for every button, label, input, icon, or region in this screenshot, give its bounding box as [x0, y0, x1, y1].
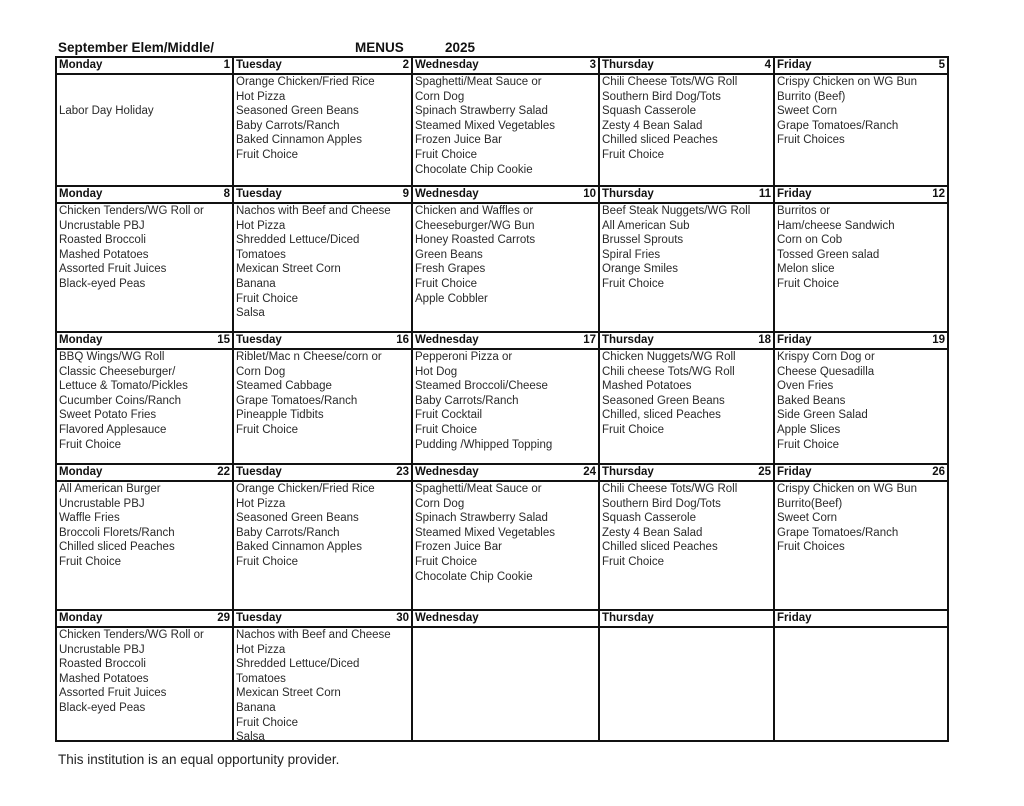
- menu-item: Chicken Nuggets/WG Roll: [602, 351, 736, 363]
- menu-item: Assorted Fruit Juices: [59, 263, 167, 276]
- menu-item: Fruit Choice: [415, 277, 477, 290]
- menu-item: Zesty 4 Bean Salad: [602, 119, 703, 132]
- menu-item: Burritos or: [777, 205, 831, 217]
- menu-item: Pudding /Whipped Topping: [415, 438, 553, 451]
- menu-item: Fruit Choice: [777, 277, 839, 290]
- day-name: Thursday: [602, 334, 654, 346]
- day-name: Wednesday: [415, 334, 479, 346]
- menu-item: Krispy Corn Dog or: [777, 351, 875, 363]
- menu-item: Baby Carrots/Ranch: [236, 526, 340, 539]
- day-date: 1: [223, 59, 230, 71]
- day-cell-wednesday: [411, 187, 598, 333]
- day-date: 11: [758, 188, 771, 200]
- menu-item: Cheese Quesadilla: [777, 365, 875, 378]
- menu-item: Fruit Choices: [777, 541, 845, 554]
- menu-item: Chocolate Chip Cookie: [415, 570, 533, 583]
- menu-item: Salsa: [236, 731, 265, 744]
- day-header: [234, 187, 411, 204]
- menu-item: Tossed Green salad: [777, 248, 880, 261]
- menu-item: Fruit Choice: [236, 423, 298, 436]
- menu-item-list: [600, 350, 773, 438]
- day-header: [775, 187, 947, 204]
- day-header: [600, 611, 773, 628]
- menu-item: Fruit Choice: [59, 438, 121, 451]
- menu-item: Shredded Lettuce/Diced: [236, 234, 360, 247]
- day-name: Monday: [59, 188, 103, 200]
- menu-item: Mexican Street Corn: [236, 687, 341, 700]
- menu-item: Labor Day Holiday: [59, 105, 154, 118]
- menu-item: Seasoned Green Beans: [236, 105, 359, 118]
- menu-item: Fruit Choice: [602, 148, 664, 161]
- day-date: 29: [217, 612, 230, 624]
- day-cell-monday: [57, 187, 232, 333]
- menu-item: Chilled sliced Peaches: [59, 541, 175, 554]
- day-header: [775, 333, 947, 350]
- menu-item: Orange Smiles: [602, 263, 679, 276]
- day-header: [234, 333, 411, 350]
- day-cell-tuesday: [232, 187, 411, 333]
- menu-item: Burrito(Beef): [777, 497, 843, 510]
- day-name: Tuesday: [236, 466, 282, 478]
- menu-item: Fruit Choice: [415, 423, 477, 436]
- day-name: Wednesday: [415, 188, 479, 200]
- menu-item-list: [600, 75, 773, 163]
- menu-item: Mashed Potatoes: [59, 248, 149, 261]
- menu-item: [59, 75, 230, 90]
- title-menus: MENUS: [355, 40, 404, 55]
- day-cell-thursday: [598, 58, 773, 187]
- day-header: [234, 611, 411, 628]
- menu-item: Fruit Choice: [59, 555, 121, 568]
- day-cell-thursday: [598, 611, 773, 740]
- week-row: [57, 609, 947, 744]
- menu-item: Corn Dog: [236, 365, 286, 378]
- menu-item: Lettuce & Tomato/Pickles: [59, 380, 188, 393]
- day-name: Thursday: [602, 466, 654, 478]
- menu-item: Chilled sliced Peaches: [602, 541, 718, 554]
- menu-item-list: [600, 482, 773, 570]
- day-cell-tuesday: [232, 333, 411, 465]
- menu-item: Corn on Cob: [777, 234, 843, 247]
- menu-item: Nachos with Beef and Cheese: [236, 629, 391, 641]
- week-row: [57, 185, 947, 333]
- menu-item: Spinach Strawberry Salad: [415, 105, 548, 118]
- menu-item-list: [57, 482, 232, 570]
- day-date: 24: [583, 466, 596, 478]
- menu-item-list: [234, 350, 411, 438]
- menu-item: Frozen Juice Bar: [415, 541, 502, 554]
- menu-item: Baked Beans: [777, 394, 846, 407]
- menu-item: [59, 90, 230, 105]
- menu-item: Roasted Broccoli: [59, 658, 146, 671]
- menu-item: Black-eyed Peas: [59, 701, 146, 714]
- menu-item: Grape Tomatoes/Ranch: [777, 526, 899, 539]
- menu-item: Corn Dog: [415, 90, 465, 103]
- day-header: [413, 611, 598, 628]
- title-school-level: September Elem/Middle/: [58, 40, 215, 55]
- menu-item: All American Sub: [602, 219, 690, 232]
- day-date: 22: [217, 466, 230, 478]
- day-name: Tuesday: [236, 188, 282, 200]
- day-name: Thursday: [602, 612, 654, 624]
- menu-item: Crispy Chicken on WG Bun: [777, 483, 917, 495]
- menu-item: Classic Cheeseburger/: [59, 365, 176, 378]
- day-date: 12: [932, 188, 945, 200]
- menu-item-list: [775, 350, 947, 452]
- day-name: Friday: [777, 334, 812, 346]
- day-date: 16: [396, 334, 409, 346]
- menu-item: Black-eyed Peas: [59, 277, 146, 290]
- menu-item: Honey Roasted Carrots: [415, 234, 536, 247]
- day-header: [57, 333, 232, 350]
- day-header: [234, 58, 411, 75]
- day-cell-monday: [57, 333, 232, 465]
- menu-item: Fruit Choice: [415, 148, 477, 161]
- day-header: [413, 465, 598, 482]
- menu-item: Spaghetti/Meat Sauce or: [415, 76, 542, 88]
- day-date: 9: [402, 188, 409, 200]
- menu-item: Baby Carrots/Ranch: [415, 394, 519, 407]
- menu-item: Beef Steak Nuggets/WG Roll: [602, 205, 751, 217]
- day-name: Monday: [59, 334, 103, 346]
- menu-item: Hot Pizza: [236, 90, 286, 103]
- day-name: Friday: [777, 612, 812, 624]
- menu-item: Steamed Broccoli/Cheese: [415, 380, 548, 393]
- day-name: Monday: [59, 59, 103, 71]
- menu-item: Southern Bird Dog/Tots: [602, 497, 721, 510]
- day-name: Tuesday: [236, 334, 282, 346]
- week-row: [57, 463, 947, 611]
- menu-item: Squash Casserole: [602, 512, 696, 525]
- menu-item: Chili Cheese Tots/WG Roll: [602, 483, 738, 495]
- day-name: Monday: [59, 612, 103, 624]
- menu-item: Seasoned Green Beans: [602, 394, 725, 407]
- menu-item-list: [413, 75, 598, 177]
- menu-item: Grape Tomatoes/Ranch: [777, 119, 899, 132]
- menu-item: Chicken Tenders/WG Roll or: [59, 629, 204, 641]
- menu-item: Banana: [236, 701, 276, 714]
- day-date: 25: [758, 466, 771, 478]
- menu-item: Fruit Choice: [777, 438, 839, 451]
- menu-item: Oven Fries: [777, 380, 834, 393]
- menu-item-list: [57, 204, 232, 292]
- day-name: Thursday: [602, 59, 654, 71]
- day-cell-wednesday: [411, 465, 598, 611]
- day-header: [57, 611, 232, 628]
- menu-item: Assorted Fruit Juices: [59, 687, 167, 700]
- menu-item: Uncrustable PBJ: [59, 219, 145, 232]
- menu-item: Hot Pizza: [236, 643, 286, 656]
- menu-item: Zesty 4 Bean Salad: [602, 526, 703, 539]
- menu-item: Fruit Choice: [236, 148, 298, 161]
- menu-item: Baked Cinnamon Apples: [236, 541, 362, 554]
- menu-item-list: [234, 628, 411, 745]
- menu-item: Fruit Cocktail: [415, 409, 483, 422]
- menu-item-list: [234, 204, 411, 321]
- menu-item: Roasted Broccoli: [59, 234, 146, 247]
- menu-item: Sweet Corn: [777, 105, 838, 118]
- menu-item: Uncrustable PBJ: [59, 643, 145, 656]
- menu-item-list: [775, 204, 947, 292]
- day-header: [413, 333, 598, 350]
- menu-item: Orange Chicken/Fried Rice: [236, 483, 375, 495]
- day-name: Friday: [777, 59, 812, 71]
- day-date: 5: [938, 59, 945, 71]
- day-name: Wednesday: [415, 466, 479, 478]
- menu-item: Chili Cheese Tots/WG Roll: [602, 76, 738, 88]
- menu-item: Cheeseburger/WG Bun: [415, 219, 535, 232]
- menu-item: Hot Pizza: [236, 497, 286, 510]
- day-cell-thursday: [598, 465, 773, 611]
- day-cell-wednesday: [411, 58, 598, 187]
- day-cell-monday: [57, 465, 232, 611]
- day-date: 10: [583, 188, 596, 200]
- menu-item: Tomatoes: [236, 672, 286, 685]
- day-name: Friday: [777, 188, 812, 200]
- menu-item: Spiral Fries: [602, 248, 661, 261]
- menu-item: Melon slice: [777, 263, 835, 276]
- day-cell-tuesday: [232, 465, 411, 611]
- menu-item-list: [234, 482, 411, 570]
- day-cell-tuesday: [232, 58, 411, 187]
- menu-item-list: [775, 482, 947, 555]
- menu-item: Fruit Choice: [236, 716, 298, 729]
- day-date: 3: [589, 59, 596, 71]
- day-date: 15: [217, 334, 230, 346]
- menu-item: Broccoli Florets/Ranch: [59, 526, 175, 539]
- day-cell-monday: [57, 58, 232, 187]
- day-cell-thursday: [598, 333, 773, 465]
- menu-item: Nachos with Beef and Cheese: [236, 205, 391, 217]
- title-year: 2025: [445, 40, 476, 55]
- menu-item: Orange Chicken/Fried Rice: [236, 76, 375, 88]
- menu-item: Seasoned Green Beans: [236, 512, 359, 525]
- menu-item: Squash Casserole: [602, 105, 696, 118]
- menu-item: Tomatoes: [236, 248, 286, 261]
- day-date: 2: [402, 59, 409, 71]
- menu-item: Brussel Sprouts: [602, 234, 684, 247]
- menu-item: Hot Pizza: [236, 219, 286, 232]
- menu-item: Pepperoni Pizza or: [415, 351, 513, 363]
- menu-item: Baby Carrots/Ranch: [236, 119, 340, 132]
- day-header: [600, 465, 773, 482]
- day-header: [600, 187, 773, 204]
- menu-item: Fruit Choice: [602, 277, 664, 290]
- menu-item: All American Burger: [59, 483, 161, 495]
- menu-item: Sweet Potato Fries: [59, 409, 157, 422]
- day-header: [57, 58, 232, 75]
- menu-item: Sweet Corn: [777, 512, 838, 525]
- menu-item: Spaghetti/Meat Sauce or: [415, 483, 542, 495]
- day-header: [775, 611, 947, 628]
- menu-item: Apple Slices: [777, 423, 841, 436]
- menu-item: Fruit Choice: [236, 555, 298, 568]
- menu-item: Fruit Choice: [415, 555, 477, 568]
- menu-item-list: [57, 350, 232, 452]
- menu-item: Banana: [236, 277, 276, 290]
- menu-item: Baked Cinnamon Apples: [236, 134, 362, 147]
- menu-item: Chili cheese Tots/WG Roll: [602, 365, 735, 378]
- day-date: 4: [764, 59, 771, 71]
- menu-item: Fruit Choice: [602, 423, 664, 436]
- menu-item: Riblet/Mac n Cheese/corn or: [236, 351, 382, 363]
- menu-item: Fruit Choices: [777, 134, 845, 147]
- menu-title: [58, 40, 958, 56]
- menu-item: Mashed Potatoes: [59, 672, 149, 685]
- menu-item: Pineapple Tidbits: [236, 409, 324, 422]
- menu-item: Spinach Strawberry Salad: [415, 512, 548, 525]
- footer-notice: This institution is an equal opportunity provider.: [58, 752, 340, 767]
- menu-item-list: [57, 628, 232, 716]
- menu-item: Steamed Mixed Vegetables: [415, 526, 556, 539]
- menu-item: Corn Dog: [415, 497, 465, 510]
- menu-item: Chicken Tenders/WG Roll or: [59, 205, 204, 217]
- menu-item: Steamed Mixed Vegetables: [415, 119, 556, 132]
- day-header: [413, 58, 598, 75]
- day-cell-wednesday: [411, 611, 598, 740]
- menu-item: Uncrustable PBJ: [59, 497, 145, 510]
- menu-item: Chilled, sliced Peaches: [602, 409, 721, 422]
- menu-item: Fresh Grapes: [415, 263, 486, 276]
- day-date: 18: [758, 334, 771, 346]
- menu-item: Burrito (Beef): [777, 90, 846, 103]
- menu-calendar-grid: [55, 56, 949, 742]
- day-cell-thursday: [598, 187, 773, 333]
- day-cell-tuesday: [232, 611, 411, 744]
- day-name: Wednesday: [415, 612, 479, 624]
- menu-item: Ham/cheese Sandwich: [777, 219, 895, 232]
- week-row: [57, 331, 947, 465]
- day-header: [234, 465, 411, 482]
- day-cell-friday: [773, 465, 947, 611]
- week-row: [57, 58, 947, 187]
- day-header: [413, 187, 598, 204]
- menu-item: Side Green Salad: [777, 409, 868, 422]
- menu-item-list: [413, 204, 598, 306]
- menu-item-list: [600, 204, 773, 292]
- day-name: Tuesday: [236, 59, 282, 71]
- day-date: 19: [932, 334, 945, 346]
- menu-item: Shredded Lettuce/Diced: [236, 658, 360, 671]
- day-cell-friday: [773, 333, 947, 465]
- day-name: Thursday: [602, 188, 654, 200]
- day-date: 17: [583, 334, 596, 346]
- menu-item: Mashed Potatoes: [602, 380, 692, 393]
- day-header: [600, 333, 773, 350]
- menu-item-list: [413, 350, 598, 452]
- day-date: 23: [396, 466, 409, 478]
- menu-item: Apple Cobbler: [415, 292, 488, 305]
- menu-item: Crispy Chicken on WG Bun: [777, 76, 917, 88]
- menu-item: Chocolate Chip Cookie: [415, 163, 533, 176]
- menu-item-list: [57, 75, 232, 119]
- menu-item-list: [413, 482, 598, 584]
- day-cell-friday: [773, 58, 947, 187]
- menu-item: Green Beans: [415, 248, 483, 261]
- menu-item: Fruit Choice: [602, 555, 664, 568]
- menu-item: Frozen Juice Bar: [415, 134, 502, 147]
- menu-item: Mexican Street Corn: [236, 263, 341, 276]
- day-header: [775, 58, 947, 75]
- menu-item: Waffle Fries: [59, 512, 120, 525]
- day-cell-friday: [773, 187, 947, 333]
- menu-item: Southern Bird Dog/Tots: [602, 90, 721, 103]
- day-cell-friday: [773, 611, 947, 740]
- day-name: Friday: [777, 466, 812, 478]
- menu-item: Salsa: [236, 307, 265, 320]
- day-date: 8: [223, 188, 230, 200]
- menu-item: Steamed Cabbage: [236, 380, 332, 393]
- menu-item-list: [775, 75, 947, 148]
- day-name: Monday: [59, 466, 103, 478]
- menu-item: Hot Dog: [415, 365, 458, 378]
- day-header: [600, 58, 773, 75]
- menu-item: Chicken and Waffles or: [415, 205, 534, 217]
- day-cell-monday: [57, 611, 232, 740]
- day-header: [57, 187, 232, 204]
- menu-item: Flavored Applesauce: [59, 423, 167, 436]
- day-header: [775, 465, 947, 482]
- menu-item-list: [234, 75, 411, 163]
- menu-item: BBQ Wings/WG Roll: [59, 351, 165, 363]
- menu-item: Fruit Choice: [236, 292, 298, 305]
- day-date: 30: [396, 612, 409, 624]
- day-header: [57, 465, 232, 482]
- day-name: Tuesday: [236, 612, 282, 624]
- day-date: 26: [932, 466, 945, 478]
- menu-item: Cucumber Coins/Ranch: [59, 394, 182, 407]
- day-cell-wednesday: [411, 333, 598, 465]
- menu-item: Grape Tomatoes/Ranch: [236, 394, 358, 407]
- menu-item: Chilled sliced Peaches: [602, 134, 718, 147]
- day-name: Wednesday: [415, 59, 479, 71]
